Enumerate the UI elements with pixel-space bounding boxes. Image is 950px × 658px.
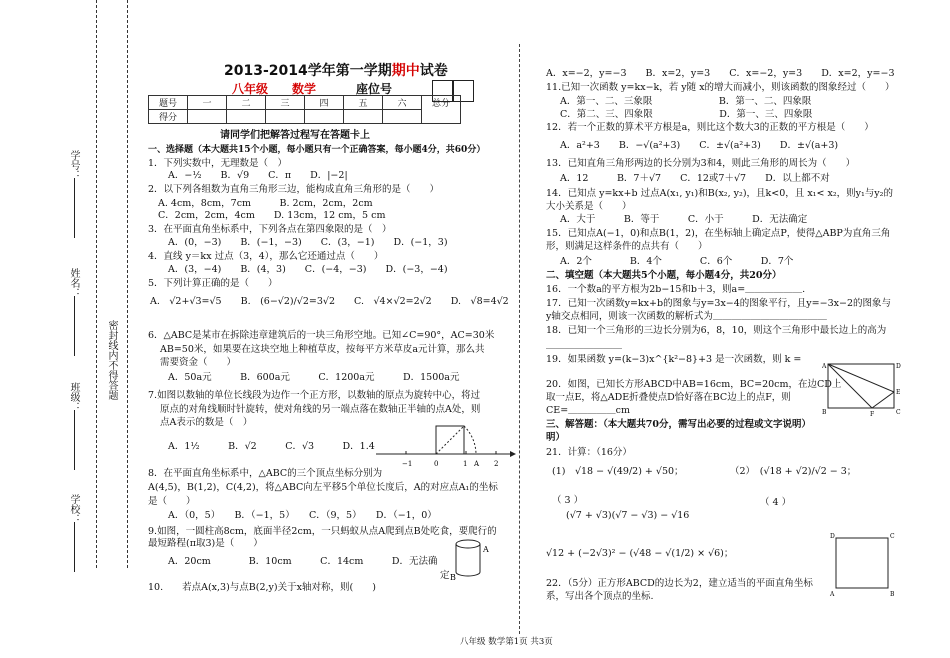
- score-col-2: 二: [227, 96, 266, 110]
- left-line: 10. 若点A(x,3)与点B(2,y)关于x轴对称，则( ): [148, 582, 376, 593]
- label-school: 学校：: [68, 494, 79, 524]
- score-total: 总分: [422, 96, 461, 124]
- axis-label-0: 0: [434, 460, 439, 468]
- left-line: 定: [440, 570, 450, 581]
- underline-school: [74, 522, 75, 572]
- left-line: A．(3，−4) B．(4，3) C．(−4，−3) D．(−3，−4): [168, 264, 448, 275]
- left-line: 原点的对角线顺时针旋转，使对角线的另一端点落在数轴正半轴的点A处，则: [160, 404, 481, 415]
- left-line: 5．下列计算正确的是（ ）: [148, 278, 278, 289]
- left-line: AB=50米，如果要在这块空地上种植草皮，按每平方米草皮a元计算，那么共: [160, 344, 485, 355]
- score-col-title: 题号: [149, 96, 188, 110]
- fig20-D: D: [896, 363, 901, 370]
- left-line: 需要资金（ ）: [160, 357, 237, 368]
- score-cell[interactable]: [383, 110, 422, 124]
- label-name: 姓名：: [68, 268, 79, 298]
- fig20-E: E: [896, 389, 901, 396]
- right-line: 形，则满足这样条件的点共有（ ）: [546, 241, 708, 252]
- left-line: 8．在平面直角坐标系中，△ABC的三个顶点坐标分别为: [148, 468, 383, 479]
- seat-label: 座位号: [356, 82, 393, 96]
- score-table: [148, 95, 461, 124]
- score-col-4: 四: [305, 96, 344, 110]
- left-line: 3．在平面直角坐标系中，下列各点在第四象限的是（ ）: [148, 224, 392, 235]
- title-paper: 试卷: [419, 63, 448, 79]
- seal-text: 密封线内不得答题: [106, 320, 117, 400]
- left-line: 7.如图以数轴的单位长线段为边作一个正方形，以数轴的原点为旋转中心，将过: [148, 390, 481, 401]
- right-line: A．第一、二、三象限 B．第一、二、四象限: [560, 96, 812, 107]
- fill-line: 18．已知一个三角形的三边长分别为6，8，10，则这个三角形中最长边上的高为: [546, 325, 887, 336]
- column-divider: [519, 44, 520, 634]
- square-figure: [828, 530, 898, 596]
- cyl-label-A: A: [483, 545, 489, 554]
- underline-id: [74, 178, 75, 238]
- left-line: 9.如图，一圆柱高8cm，底面半径2cm，一只蚂蚁从点A爬到点B处吃食，要爬行的: [148, 526, 497, 537]
- rectangle-fold-figure: [822, 360, 902, 416]
- label-student-id: 学号：: [68, 150, 79, 180]
- page-footer: 八年级 数学第1页 共3页: [460, 637, 553, 647]
- calc-line: √12 + (−2√3)² − (√48 − √(1/2) × √6)；: [546, 548, 734, 559]
- left-line: 2．以下列各组数为直角三角形三边，能构成直角三角形的是（ ）: [148, 184, 440, 195]
- left-line: 最短路程(π取3)是（ ）: [148, 538, 263, 549]
- right-line: 14．已知点 y=kx+b 过点A(x₁, y₁)和B(x₂, y₂)，且k<0，且 x₁< x₂，则y₁与y₂的: [546, 188, 893, 199]
- score-col-6: 六: [383, 96, 422, 110]
- fill-line: CE=＿＿＿＿＿cm: [546, 405, 630, 416]
- right-line: A．2个 B．4个 C．6个 D．7个: [560, 256, 794, 267]
- calc-line: (1) √18 − √(49/2) + √50；: [552, 466, 684, 477]
- score-cell[interactable]: [266, 110, 305, 124]
- right-line: 11.已知一次函数 y=kx−k，若 y随 x的增大而减小，则该函数的图象经过（ ）: [546, 82, 895, 93]
- section-3-heading-cont: 明）: [546, 432, 566, 443]
- label-class: 班级：: [68, 382, 79, 412]
- score-cell[interactable]: [305, 110, 344, 124]
- left-line: A. 4cm，8cm，7cm B. 2cm，2cm，2cm: [158, 198, 373, 209]
- left-line: A．50a元 B．600a元 C．1200a元 D．1500a元: [168, 372, 460, 383]
- axis-label-A: A: [474, 460, 480, 468]
- fig22-A: A: [830, 591, 835, 596]
- underline-name: [74, 296, 75, 356]
- calc-line: 21．计算：（16分）: [546, 447, 632, 458]
- right-line: 13．已知直角三角形两边的长分别为3和4，则此三角形的周长为（ ）: [546, 158, 856, 169]
- binding-area: [96, 0, 128, 568]
- fig20-B: B: [822, 409, 827, 416]
- fig20-F: F: [870, 411, 875, 416]
- right-line: A．大于 B．等于 C．小于 D．无法确定: [560, 214, 808, 225]
- title-year: 2013-2014学年第一学期: [224, 63, 392, 79]
- right-line: A．12 B．7＋√7 C．12或7＋√7 D．以上都不对: [560, 173, 830, 184]
- fig22-B: B: [890, 591, 895, 596]
- fig20-A: A: [822, 363, 827, 370]
- cyl-label-B: B: [450, 573, 456, 580]
- score-col-1: 一: [188, 96, 227, 110]
- left-line: A．（0，5） B．（−1，5） C．（9，5） D．（−1，0）: [168, 510, 437, 521]
- subject-label: 数学: [292, 82, 317, 96]
- left-line: 点A表示的数是（ ）: [160, 417, 253, 428]
- section-2-heading: 二、填空题（本大题共5个小题，每小题4分，共20分）: [546, 270, 782, 281]
- fig22-C: C: [890, 533, 895, 540]
- title-midterm: 期中: [391, 63, 420, 79]
- score-col-5: 五: [344, 96, 383, 110]
- section-1-text: 一、选择题（本大题共15个小题，每小题只有一个正确答案，每小题4分，共60分）: [148, 145, 486, 155]
- section-3-heading: 三、解答题：（本大题共70分，需写出必要的过程或文字说明）: [546, 419, 811, 430]
- left-line: 4．直线 y＝kx 过点（3，4），那么它还通过点（ ）: [148, 251, 384, 262]
- calc-line: 22．（5分）正方形ABCD的边长为2，建立适当的平面直角坐标: [546, 578, 813, 589]
- left-line: A．(0，−3) B．(−1，−3) C．(3，−1) D．(−1，3): [168, 237, 448, 248]
- left-line: 是（ ）: [148, 496, 196, 507]
- cylinder-figure: [450, 538, 496, 580]
- calc-line: 系，写出各个顶点的坐标.: [546, 591, 654, 602]
- calc-line: （ 4 ）: [760, 497, 792, 508]
- score-cell[interactable]: [227, 110, 266, 124]
- left-line: A．20cm B．10cm C．14cm D．无法确: [168, 556, 438, 567]
- fill-line: y轴交点相同，则该一次函数的解析式为＿＿＿＿＿＿＿＿＿＿＿＿: [546, 311, 827, 322]
- right-line: 大小关系是（ ）: [546, 201, 632, 212]
- fig20-C: C: [896, 409, 901, 416]
- exam-title: [224, 60, 448, 80]
- left-line: A. √2+√3=√5 B. (6−√2)/√2=3√2 C. √4×√2=2√2 D. √8=4√2: [150, 296, 509, 307]
- fill-line: 17．已知一次函数y=kx+b的图象与y=3x−4的图象平行，且y=−3x−2的图象与: [546, 298, 891, 309]
- calc-line: （2） (√18 + √2)/√2 − 3；: [730, 466, 857, 477]
- score-cell[interactable]: [188, 110, 227, 124]
- score-cell[interactable]: [344, 110, 383, 124]
- score-col-3: 三: [266, 96, 305, 110]
- axis-label-neg1: −1: [402, 460, 413, 468]
- calc-line: （ 3 ）: [552, 495, 584, 506]
- left-line: 1．下列实数中，无理数是（ ）: [148, 158, 288, 169]
- calc-line: (√7 + √3)(√7 − √3) − √16: [566, 510, 690, 521]
- right-line: 15．已知点A(−1，0)和点B(1，2)，在坐标轴上确定点P，使得△ABP为直角三角: [546, 228, 891, 239]
- axis-label-1: 1: [463, 460, 468, 468]
- underline-class: [74, 410, 75, 470]
- left-line: C．2cm，2cm，4cm D. 13cm，12 cm，5 cm: [158, 210, 386, 221]
- right-line: 12．若一个正数的算术平方根是a，则比这个数大3的正数的平方根是（ ）: [546, 122, 874, 133]
- right-line: C．第二、三、四象限 D．第一、三、四象限: [560, 109, 813, 120]
- fill-line: 20．如图，已知长方形ABCD中AB=16cm，BC=20cm，在边CD上: [546, 379, 842, 390]
- instruction: 请同学们把解答过程写在答题卡上: [220, 130, 370, 141]
- fill-line: 16．一个数a的平方根为2b−15和b＋3，则a=＿＿＿＿＿＿.: [546, 284, 806, 295]
- left-line: A(4,5)，B(1,2)，C(4,2)，将△ABC向左平移5个单位长度后，A的对应点A₁的坐标: [148, 482, 498, 493]
- right-line: A．a²+3 B．−√(a²+3) C．±√(a²+3) D．±√(a+3): [560, 140, 839, 151]
- axis-label-2: 2: [494, 460, 499, 468]
- score-row-label: 得分: [149, 110, 188, 124]
- right-line: A．x=−2，y=−3 B．x=2，y=3 C．x=−2，y=3 D．x=2，y=−3: [546, 68, 895, 79]
- fill-line: 取一点E，将△ADE折叠使点D恰好落在BC边上的点F，则: [546, 392, 791, 403]
- fill-line: 19．如果函数 y=(k−3)x^{k²−8}+3 是一次函数，则 k =: [546, 354, 802, 365]
- left-line: A．1½ B．√2 C．√3 D．1.4: [168, 441, 375, 452]
- fill-line: ＿＿＿＿＿＿＿＿: [546, 340, 623, 351]
- number-line-figure: [376, 424, 516, 470]
- left-line: A．−½ B．√9 C．π D．|−2|: [168, 170, 348, 181]
- left-line: 6．△ABC是某市在拆除违章建筑后的一块三角形空地。已知∠C=90°，AC=30米: [148, 330, 495, 341]
- fig22-D: D: [830, 533, 835, 540]
- grade-label: 八年级: [232, 82, 269, 96]
- section-1-heading: [148, 144, 485, 156]
